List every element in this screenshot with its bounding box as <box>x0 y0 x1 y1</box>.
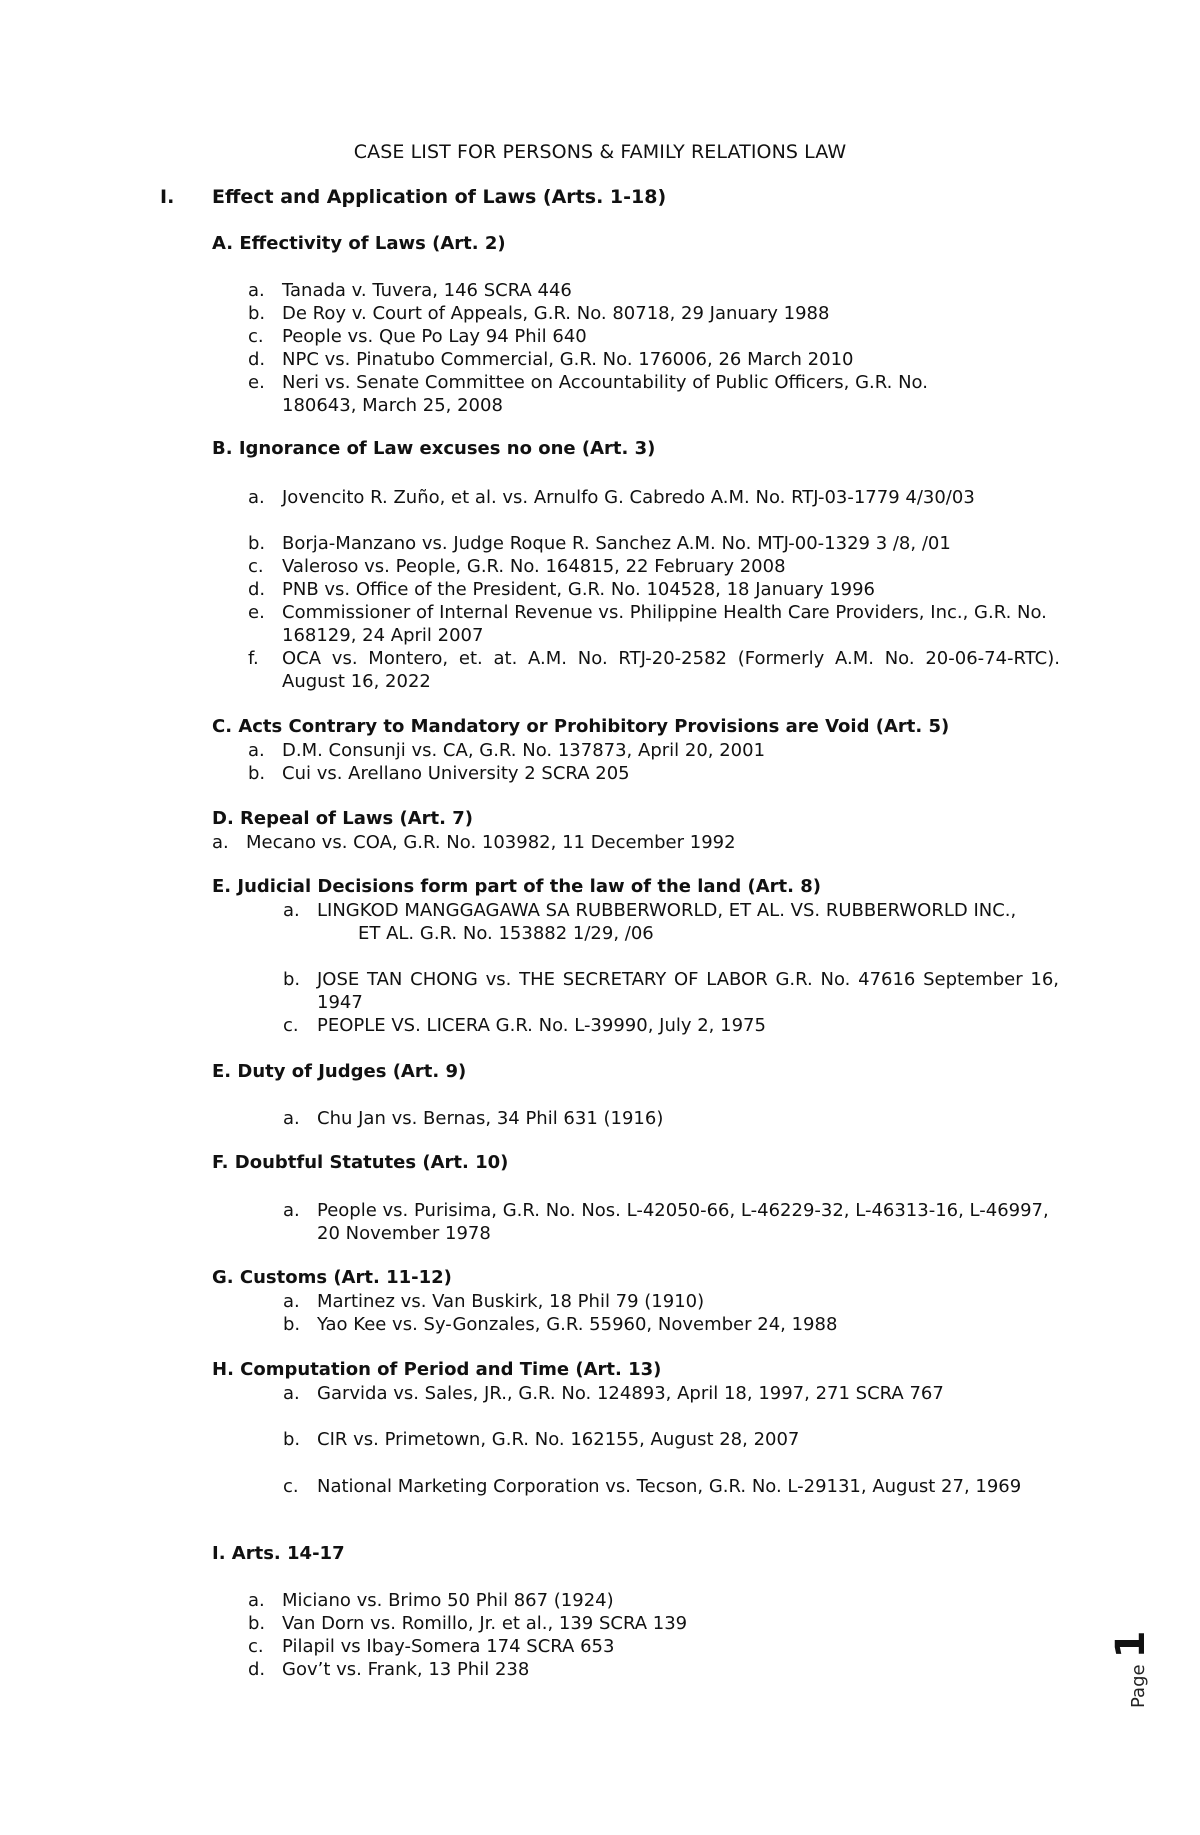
document-title: CASE LIST FOR PERSONS & FAMILY RELATIONS LAW <box>353 141 847 163</box>
list-item: b. JOSE TAN CHONG vs. THE SECRETARY OF LABOR G.R. No. 47616 September 16, 1947 <box>283 969 1059 1013</box>
list-item: a. Miciano vs. Brimo 50 Phil 867 (1924) <box>248 1590 614 1611</box>
page-number-marker <box>1108 1598 1152 1708</box>
list-item: a. Chu Jan vs. Bernas, 34 Phil 631 (1916) <box>283 1108 664 1129</box>
list-item: b. CIR vs. Primetown, G.R. No. 162155, August 28, 2007 <box>283 1429 800 1450</box>
section-number: I. <box>160 186 175 208</box>
subsection-heading-h: H. Computation of Period and Time (Art. 13) <box>212 1359 662 1380</box>
subsection-heading-f: F. Doubtful Statutes (Art. 10) <box>212 1152 509 1173</box>
list-item: c. People vs. Que Po Lay 94 Phil 640 <box>248 326 587 347</box>
list-item: d. Gov’t vs. Frank, 13 Phil 238 <box>248 1659 530 1680</box>
list-item: b. De Roy v. Court of Appeals, G.R. No. 80718, 29 January 1988 <box>248 303 830 324</box>
subsection-heading-d: D. Repeal of Laws (Art. 7) <box>212 808 473 829</box>
list-item: a. Garvida vs. Sales, JR., G.R. No. 124893, April 18, 1997, 271 SCRA 767 <box>283 1383 944 1404</box>
subsection-heading-e-duty: E. Duty of Judges (Art. 9) <box>212 1061 467 1082</box>
list-item: c. Pilapil vs Ibay-Somera 174 SCRA 653 <box>248 1636 615 1657</box>
list-item: e. Neri vs. Senate Committee on Accountability of Public Officers, G.R. No. 180643, March 25, 2008 <box>248 372 928 416</box>
list-item: c. National Marketing Corporation vs. Tecson, G.R. No. L-29131, August 27, 1969 <box>283 1476 1022 1497</box>
subsection-heading-i: I. Arts. 14-17 <box>212 1543 345 1564</box>
subsection-heading-c: C. Acts Contrary to Mandatory or Prohibitory Provisions are Void (Art. 5) <box>212 716 950 737</box>
list-item: d. NPC vs. Pinatubo Commercial, G.R. No. 176006, 26 March 2010 <box>248 349 854 370</box>
list-item: d. PNB vs. Office of the President, G.R. No. 104528, 18 January 1996 <box>248 579 875 600</box>
subsection-heading-a: A. Effectivity of Laws (Art. 2) <box>212 233 506 254</box>
list-item: b. Yao Kee vs. Sy-Gonzales, G.R. 55960, November 24, 1988 <box>283 1314 838 1335</box>
page-number: 1 <box>1108 1630 1154 1659</box>
list-item: f. OCA vs. Montero, et. at. A.M. No. RTJ-20-2582 (Formerly A.M. No. 20-06-74-RTC). August 16, 2022 <box>248 648 1060 692</box>
list-item: b. Cui vs. Arellano University 2 SCRA 205 <box>248 763 630 784</box>
list-item: b. Borja-Manzano vs. Judge Roque R. Sanchez A.M. No. MTJ-00-1329 3 /8, /01 <box>248 533 951 554</box>
list-item: c. PEOPLE VS. LICERA G.R. No. L-39990, July 2, 1975 <box>283 1015 766 1036</box>
subsection-heading-g: G. Customs (Art. 11-12) <box>212 1267 452 1288</box>
page-label: Page <box>1128 1664 1149 1708</box>
section-heading <box>160 186 666 208</box>
list-item: e. Commissioner of Internal Revenue vs. Philippine Health Care Providers, Inc., G.R. No. 168129, 24 April 2007 <box>248 602 1047 646</box>
subsection-heading-e: E. Judicial Decisions form part of the law of the land (Art. 8) <box>212 876 822 897</box>
list-item: a. Martinez vs. Van Buskirk, 18 Phil 79 (1910) <box>283 1291 705 1312</box>
list-item: a. LINGKOD MANGGAGAWA SA RUBBERWORLD, ET AL. VS. RUBBERWORLD INC., ET AL. G.R. No. 153882 1/29, /06 <box>283 900 1017 944</box>
list-item: b. Van Dorn vs. Romillo, Jr. et al., 139 SCRA 139 <box>248 1613 688 1634</box>
list-item: a. People vs. Purisima, G.R. No. Nos. L-42050-66, L-46229-32, L-46313-16, L-46997, 20 November 1978 <box>283 1200 1049 1244</box>
list-item: a. Tanada v. Tuvera, 146 SCRA 446 <box>248 280 572 301</box>
section-title: Effect and Application of Laws (Arts. 1-18) <box>212 186 667 208</box>
list-item: c. Valeroso vs. People, G.R. No. 164815, 22 February 2008 <box>248 556 786 577</box>
list-item: a. D.M. Consunji vs. CA, G.R. No. 137873, April 20, 2001 <box>248 740 766 761</box>
subsection-heading-b: B. Ignorance of Law excuses no one (Art. 3) <box>212 438 656 459</box>
list-item: a. Jovencito R. Zuño, et al. vs. Arnulfo G. Cabredo A.M. No. RTJ-03-1779 4/30/03 <box>248 487 975 508</box>
list-item: a. Mecano vs. COA, G.R. No. 103982, 11 December 1992 <box>212 832 736 853</box>
